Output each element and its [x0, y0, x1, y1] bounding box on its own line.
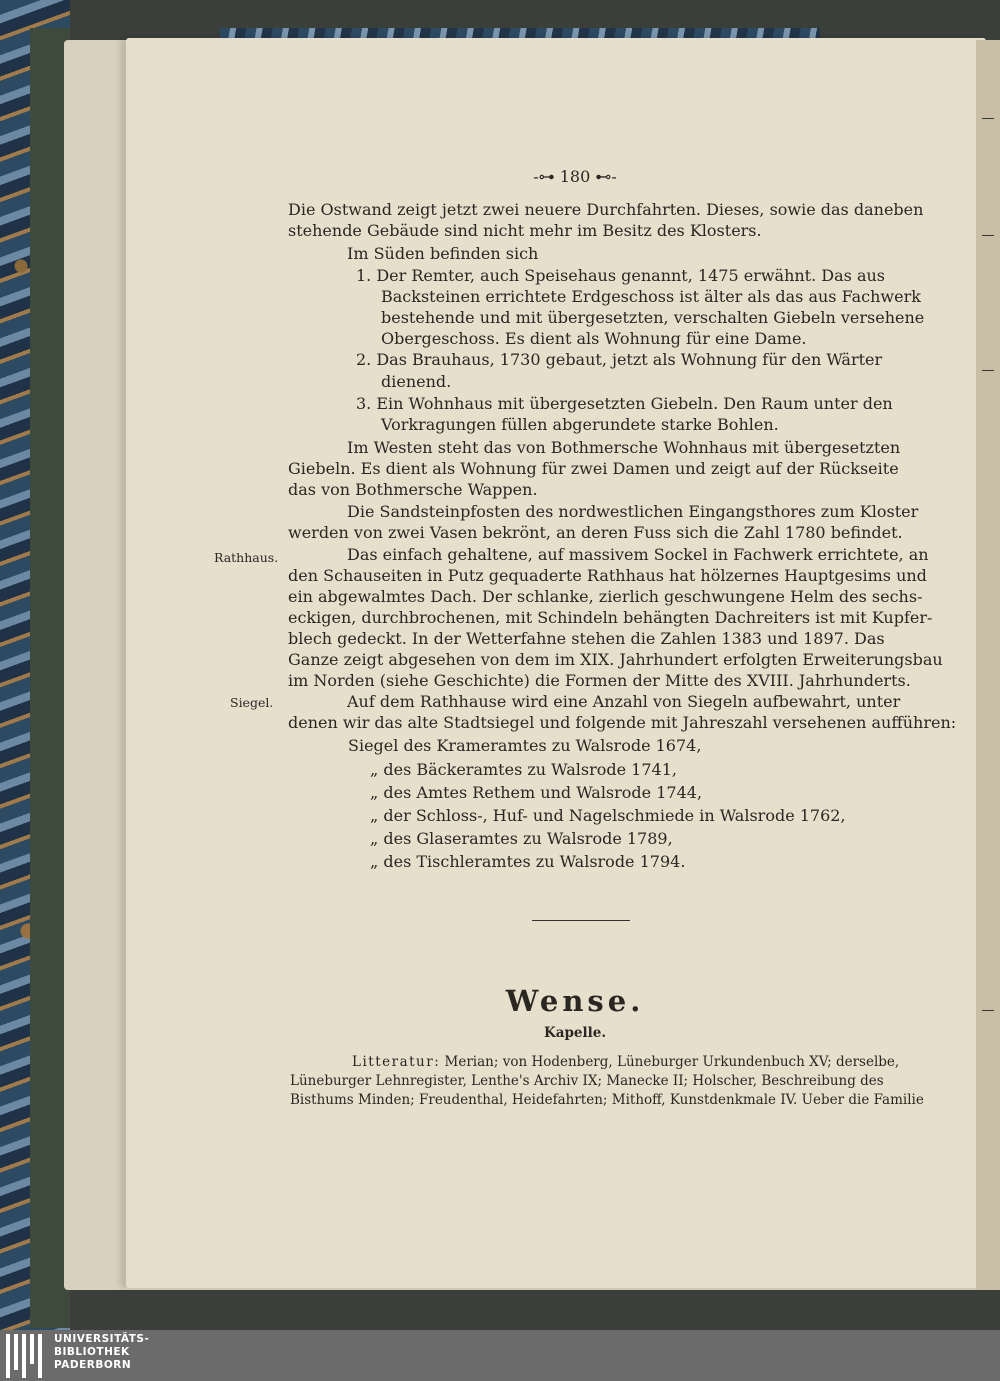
library-name-line2: BIBLIOTHEK — [54, 1346, 130, 1358]
margin-note: Siegel. — [230, 695, 274, 710]
page-number: -⊶ 180 ⊷- — [533, 167, 617, 186]
library-footer — [0, 1330, 1000, 1381]
text-line: Ganze zeigt abgesehen von dem im XIX. Jahrhundert erfolgten Erweiterungsbau — [288, 650, 943, 669]
text-line: Auf dem Rathhause wird eine Anzahl von Siegeln aufbewahrt, unter — [347, 692, 901, 711]
text-line: Obergeschoss. Es dient als Wohnung für eine Dame. — [381, 329, 807, 348]
text-line: Vorkragungen füllen abgerundete starke Bohlen. — [381, 415, 779, 434]
literature-label: Litteratur: — [352, 1054, 441, 1070]
text-line: „ des Bäckeramtes zu Walsrode 1741, — [370, 760, 677, 779]
library-name-line3: PADERBORN — [54, 1359, 132, 1371]
text-line: den Schauseiten in Putz gequaderte Rathhaus hat hölzernes Hauptgesims und — [288, 566, 927, 585]
literature-line — [352, 1052, 900, 1072]
text-line: ein abgewalmtes Dach. Der schlanke, zierlich geschwungene Helm des sechs- — [288, 587, 923, 606]
section-divider — [532, 920, 630, 921]
edge-mark — [982, 1010, 994, 1011]
text-line: „ der Schloss-, Huf- und Nagelschmiede in Walsrode 1762, — [370, 806, 846, 825]
text-line: blech gedeckt. In der Wetterfahne stehen die Zahlen 1383 und 1897. Das — [288, 629, 885, 648]
text-line: im Norden (siehe Geschichte) die Formen der Mitte des XVIII. Jahrhunderts. — [288, 671, 911, 690]
text-line: Im Süden befinden sich — [347, 244, 539, 263]
edge-mark — [982, 235, 994, 236]
text-line: Die Sandsteinpfosten des nordwestlichen Eingangsthores zum Kloster — [347, 502, 919, 521]
library-logo-icon — [6, 1334, 48, 1378]
text-line: Giebeln. Es dient als Wohnung für zwei Damen und zeigt auf der Rückseite — [288, 459, 899, 478]
text-line: das von Bothmersche Wappen. — [288, 480, 538, 499]
edge-mark — [982, 370, 994, 371]
text-line: „ des Glaseramtes zu Walsrode 1789, — [370, 829, 673, 848]
text-line: „ des Tischleramtes zu Walsrode 1794. — [370, 852, 686, 871]
text-line: bestehende und mit übergesetzten, verschalten Giebeln versehene — [381, 308, 925, 327]
section-subheading: Kapelle. — [543, 1025, 607, 1041]
literature-text-span: Merian; von Hodenberg, Lüneburger Urkundenbuch XV; derselbe, — [440, 1054, 900, 1070]
text-line: dienend. — [381, 372, 452, 391]
text-line: 3. Ein Wohnhaus mit übergesetzten Giebeln. Den Raum unter den — [356, 394, 893, 413]
text-line: eckigen, durchbrochenen, mit Schindeln behängten Dachreiters ist mit Kupfer- — [288, 608, 933, 627]
text-line: Backsteinen errichtete Erdgeschoss ist älter als das aus Fachwerk — [381, 287, 921, 306]
text-line: Die Ostwand zeigt jetzt zwei neuere Durchfahrten. Dieses, sowie das daneben — [288, 200, 924, 219]
edge-mark — [982, 118, 994, 119]
text-line: Siegel des Krameramtes zu Walsrode 1674, — [348, 736, 702, 755]
library-logo-text — [54, 1333, 149, 1372]
text-line: werden von zwei Vasen bekrönt, an deren Fuss sich die Zahl 1780 befindet. — [288, 523, 903, 542]
library-name-line1: UNIVERSITÄTS- — [54, 1333, 150, 1345]
text-line: denen wir das alte Stadtsiegel und folgende mit Jahreszahl versehenen aufführen: — [288, 713, 957, 732]
literature-line: Bisthums Minden; Freudenthal, Heidefahrten; Mithoff, Kunstdenkmale IV. Ueber die Familie — [290, 1092, 924, 1108]
text-line: Das einfach gehaltene, auf massivem Sockel in Fachwerk errichtete, an — [347, 545, 929, 564]
text-line: „ des Amtes Rethem und Walsrode 1744, — [370, 783, 703, 802]
literature-line: Lüneburger Lehnregister, Lenthe's Archiv IX; Manecke II; Holscher, Beschreibung des — [290, 1073, 884, 1089]
page-right-edge — [976, 40, 1000, 1290]
section-heading: Wense. — [505, 984, 645, 1018]
text-line: stehende Gebäude sind nicht mehr im Besitz des Klosters. — [288, 221, 762, 240]
text-line: 1. Der Remter, auch Speisehaus genannt, 1475 erwähnt. Das aus — [356, 266, 885, 285]
text-line: Im Westen steht das von Bothmersche Wohnhaus mit übergesetzten — [347, 438, 901, 457]
margin-note: Rathhaus. — [214, 550, 279, 565]
text-line: 2. Das Brauhaus, 1730 gebaut, jetzt als Wohnung für den Wärter — [356, 350, 883, 369]
